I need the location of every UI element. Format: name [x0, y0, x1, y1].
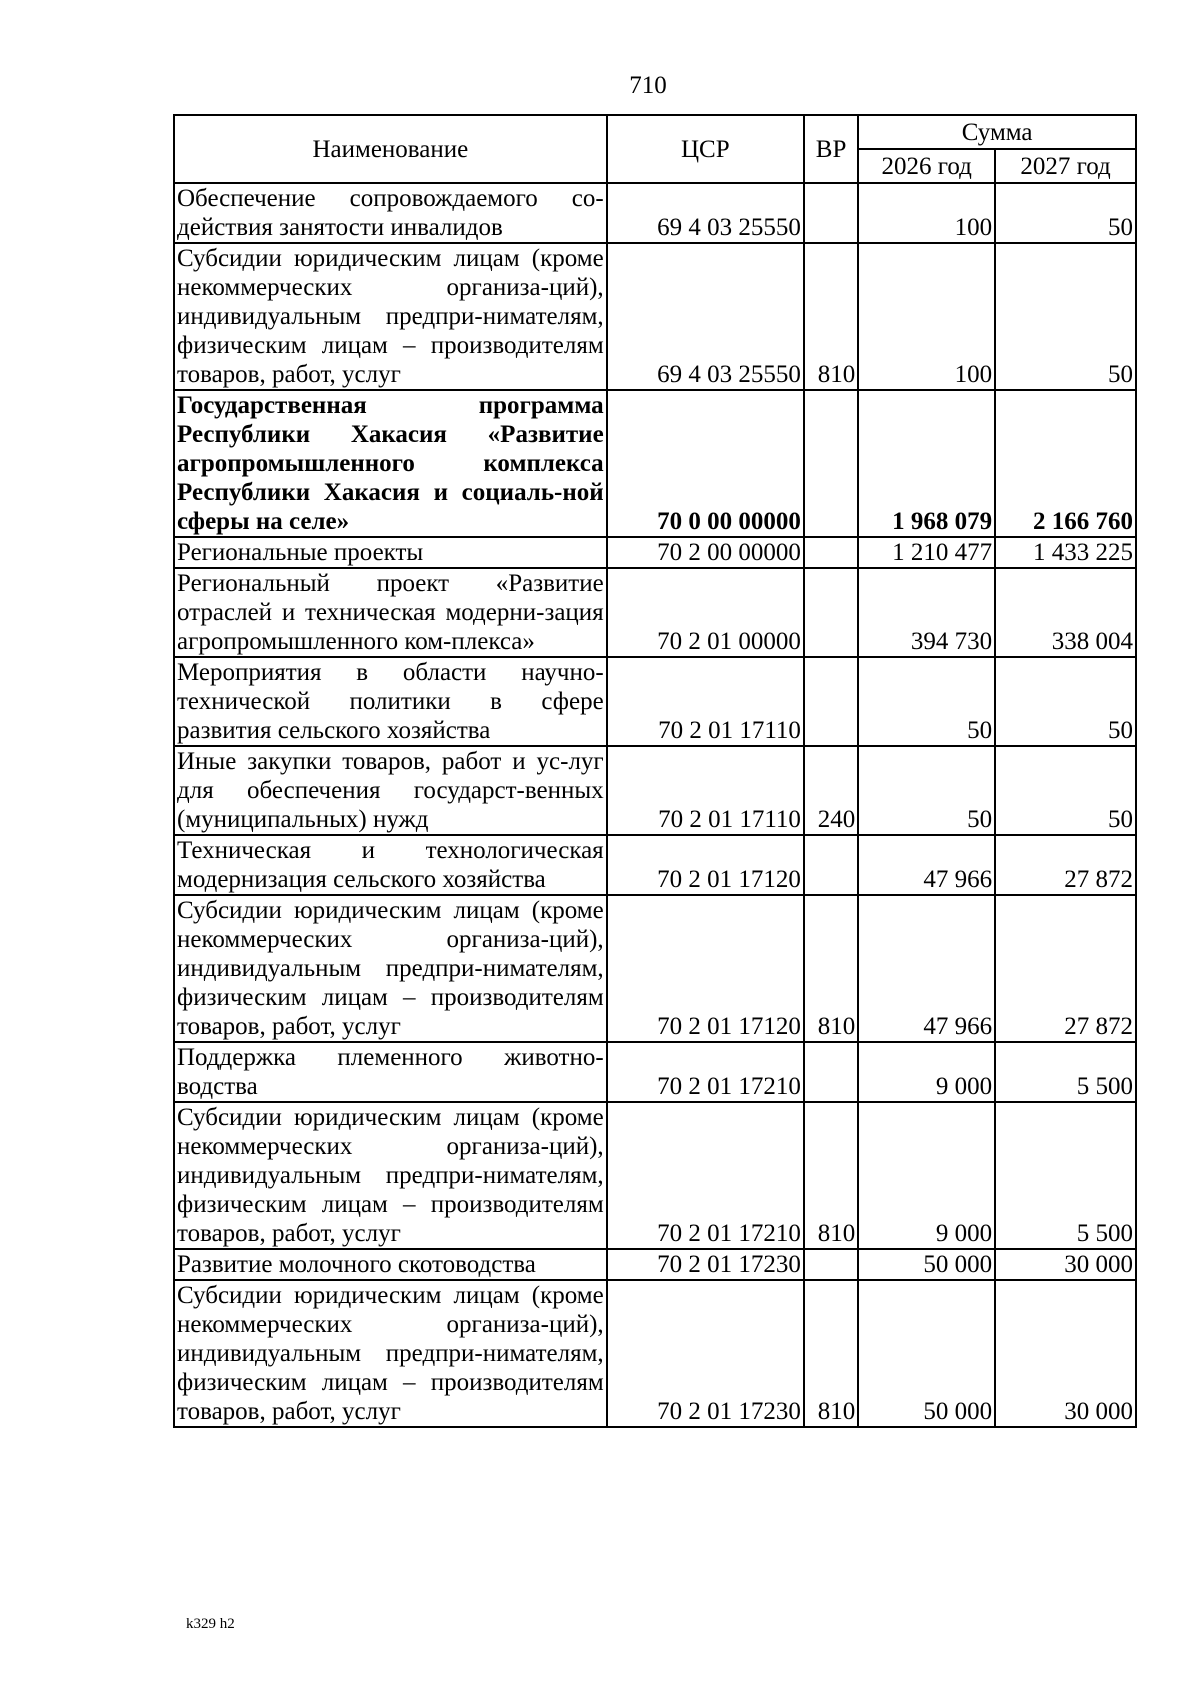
- table-row: [174, 183, 1136, 243]
- row-sum-2027: 5 500: [995, 1042, 1136, 1102]
- header-vr: ВР: [804, 115, 858, 183]
- row-vr: [804, 1249, 858, 1280]
- row-sum-2026: 47 966: [858, 895, 995, 1042]
- row-sum-2026: 1 968 079: [858, 390, 995, 537]
- row-vr: [804, 657, 858, 746]
- row-sum-2027: 338 004: [995, 568, 1136, 657]
- table-row: [174, 746, 1136, 835]
- row-name: Мероприятия в области научно-технической политики в сфере развития сельского хозяйства: [174, 657, 607, 746]
- table-row: [174, 537, 1136, 568]
- budget-table: [173, 114, 1137, 1428]
- row-sum-2027: 27 872: [995, 835, 1136, 895]
- row-sum-2026: 50 000: [858, 1249, 995, 1280]
- header-csr: ЦСР: [607, 115, 804, 183]
- row-sum-2027: 30 000: [995, 1249, 1136, 1280]
- row-csr: 70 2 00 00000: [607, 537, 804, 568]
- footer-code: k329 h2: [186, 1616, 235, 1632]
- row-vr: 240: [804, 746, 858, 835]
- table-row: [174, 390, 1136, 537]
- row-csr: 70 2 01 00000: [607, 568, 804, 657]
- row-sum-2026: 47 966: [858, 835, 995, 895]
- row-sum-2026: 394 730: [858, 568, 995, 657]
- row-sum-2027: 50: [995, 183, 1136, 243]
- header-sum: Сумма: [858, 115, 1136, 149]
- row-sum-2026: 50: [858, 746, 995, 835]
- row-sum-2026: 100: [858, 183, 995, 243]
- row-vr: 810: [804, 895, 858, 1042]
- row-sum-2026: 50 000: [858, 1280, 995, 1427]
- row-vr: [804, 183, 858, 243]
- table-row: [174, 1280, 1136, 1427]
- row-vr: 810: [804, 1102, 858, 1249]
- row-csr: 70 2 01 17230: [607, 1280, 804, 1427]
- row-csr: 70 0 00 00000: [607, 390, 804, 537]
- row-csr: 70 2 01 17120: [607, 895, 804, 1042]
- row-csr: 69 4 03 25550: [607, 243, 804, 390]
- row-sum-2026: 9 000: [858, 1042, 995, 1102]
- row-name: Субсидии юридическим лицам (кроме некоммерческих организа-ций), индивидуальным предпри-нимателям, физическим лицам – производителям товаров, работ, услуг: [174, 1102, 607, 1249]
- header-year-2027: 2027 год: [995, 149, 1136, 183]
- table-header: [174, 115, 1136, 183]
- row-csr: 69 4 03 25550: [607, 183, 804, 243]
- row-name: Государственная программа Республики Хакасия «Развитие агропромышленного комплекса Республики Хакасия и социаль-ной сферы на селе»: [174, 390, 607, 537]
- table-row: [174, 1042, 1136, 1102]
- row-sum-2027: 1 433 225: [995, 537, 1136, 568]
- row-vr: 810: [804, 1280, 858, 1427]
- row-sum-2026: 9 000: [858, 1102, 995, 1249]
- row-vr: [804, 390, 858, 537]
- page-number: 710: [629, 72, 667, 99]
- row-sum-2027: 2 166 760: [995, 390, 1136, 537]
- table-row: [174, 1102, 1136, 1249]
- row-csr: 70 2 01 17210: [607, 1042, 804, 1102]
- row-csr: 70 2 01 17110: [607, 657, 804, 746]
- table-row: [174, 243, 1136, 390]
- row-sum-2026: 50: [858, 657, 995, 746]
- table-row: [174, 835, 1136, 895]
- row-csr: 70 2 01 17230: [607, 1249, 804, 1280]
- row-name: Региональный проект «Развитие отраслей и техническая модерни-зация агропромышленного ком-плекса»: [174, 568, 607, 657]
- table-row: [174, 895, 1136, 1042]
- row-csr: 70 2 01 17110: [607, 746, 804, 835]
- row-name: Развитие молочного скотоводства: [174, 1249, 607, 1280]
- row-vr: 810: [804, 243, 858, 390]
- row-name: Поддержка племенного животно-водства: [174, 1042, 607, 1102]
- row-name: Субсидии юридическим лицам (кроме некоммерческих организа-ций), индивидуальным предпри-нимателям, физическим лицам – производителям товаров, работ, услуг: [174, 243, 607, 390]
- table-row: [174, 657, 1136, 746]
- row-sum-2027: 30 000: [995, 1280, 1136, 1427]
- row-sum-2027: 50: [995, 243, 1136, 390]
- row-csr: 70 2 01 17120: [607, 835, 804, 895]
- row-name: Обеспечение сопровождаемого со-действия занятости инвалидов: [174, 183, 607, 243]
- table-body: [174, 183, 1136, 1427]
- row-vr: [804, 568, 858, 657]
- row-sum-2027: 50: [995, 657, 1136, 746]
- table-row: [174, 568, 1136, 657]
- row-name: Иные закупки товаров, работ и ус-луг для обеспечения государст-венных (муниципальных) нужд: [174, 746, 607, 835]
- row-sum-2026: 1 210 477: [858, 537, 995, 568]
- row-sum-2027: 50: [995, 746, 1136, 835]
- row-name: Субсидии юридическим лицам (кроме некоммерческих организа-ций), индивидуальным предпри-нимателям, физическим лицам – производителям товаров, работ, услуг: [174, 1280, 607, 1427]
- row-sum-2027: 27 872: [995, 895, 1136, 1042]
- row-sum-2027: 5 500: [995, 1102, 1136, 1249]
- row-name: Техническая и технологическая модернизация сельского хозяйства: [174, 835, 607, 895]
- row-name: Региональные проекты: [174, 537, 607, 568]
- header-name: Наименование: [174, 115, 607, 183]
- table-row: [174, 1249, 1136, 1280]
- header-year-2026: 2026 год: [858, 149, 995, 183]
- row-vr: [804, 835, 858, 895]
- row-vr: [804, 1042, 858, 1102]
- row-sum-2026: 100: [858, 243, 995, 390]
- row-vr: [804, 537, 858, 568]
- row-csr: 70 2 01 17210: [607, 1102, 804, 1249]
- row-name: Субсидии юридическим лицам (кроме некоммерческих организа-ций), индивидуальным предпри-нимателям, физическим лицам – производителям товаров, работ, услуг: [174, 895, 607, 1042]
